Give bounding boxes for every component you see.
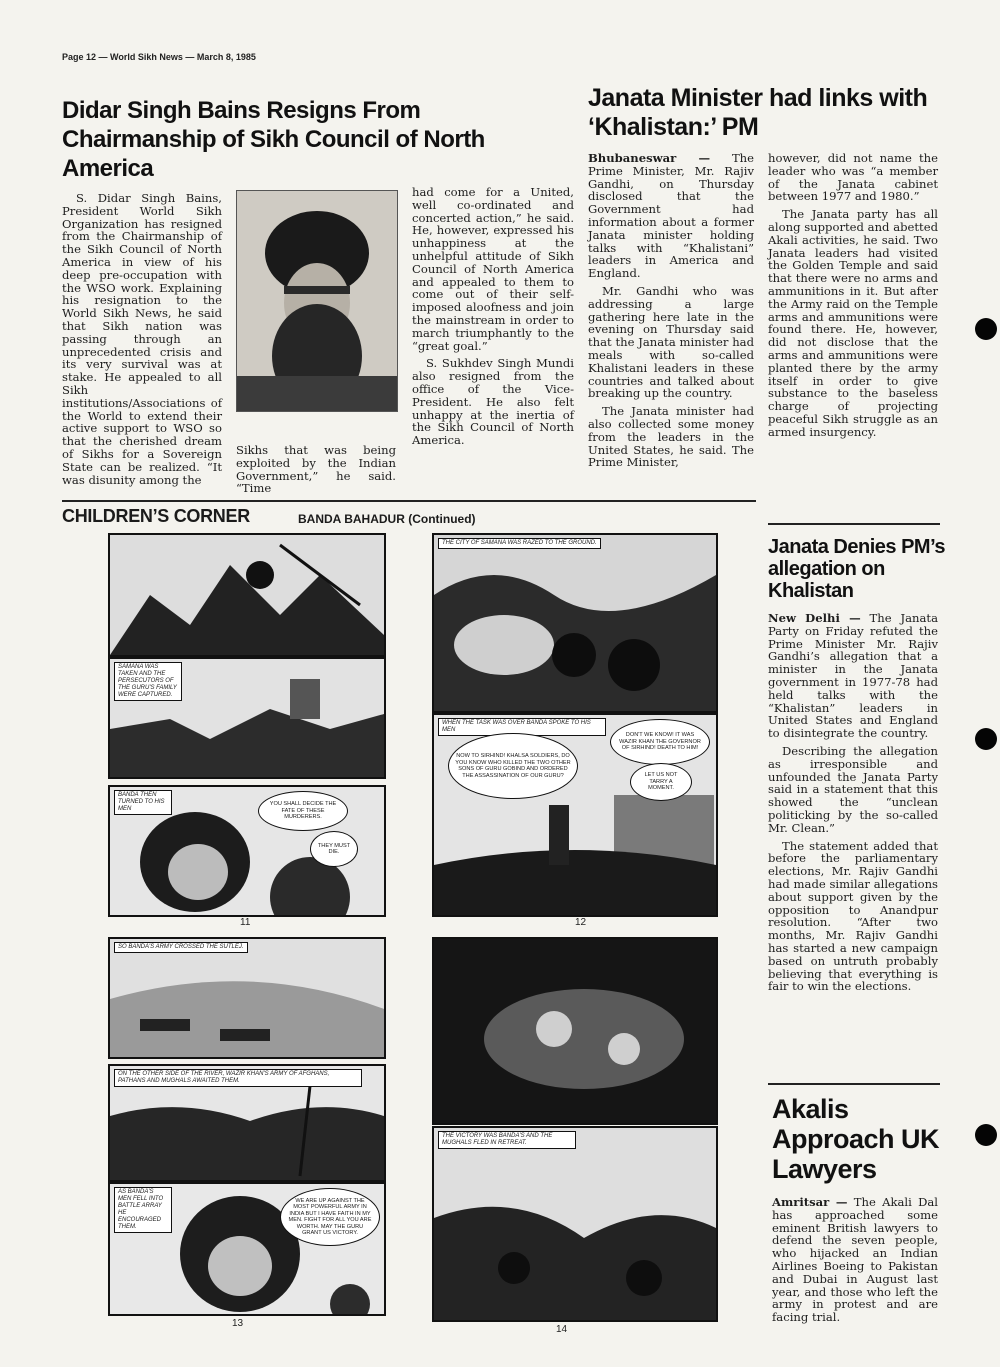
akalis-p1-text: The Akali Dal has approached some eminent British lawyers to defend the seven people, who hijacked an Indian Airlines Boeing to Pakistan and Dubai in August last year, and those who left the army in protest and are facing trial. <box>772 1195 938 1325</box>
main-story-col3-p2: S. Sukhdev Singh Mundi also resigned from the office of the Vice-President. He also felt unhappy at the inertia of the Sikh Council of North America. <box>412 356 574 448</box>
denies-rule <box>768 523 940 525</box>
panel-number-11: 11 <box>240 917 251 928</box>
speech-bubble-13c: WE ARE UP AGAINST THE MOST POWERFUL ARMY IN INDIA BUT I HAVE FAITH IN MY MEN. FIGHT FOR ALL YOU ARE WORTH. MAY THE GURU GRANT US VICTORY. <box>280 1188 380 1246</box>
denies-dateline: New Delhi — <box>768 611 861 625</box>
comic-panel-13c <box>108 1182 386 1316</box>
janata-col2-p1: however, did not name the leader who was “a member of the Janata cabinet between 1977 and 1980.” <box>768 151 938 204</box>
speech-bubble-12b-1: NOW TO SIRHIND! KHALSA SOLDIERS, DO YOU KNOW WHO KILLED THE TWO OTHER SONS OF GURU GOBIND AND ORDERED THE ASSASSINATION OF OUR GURU? <box>448 733 578 799</box>
comic-panel-12b <box>432 713 718 917</box>
janata-col1-p3: The Janata minister had also collected some money from the leaders in the United States, he said. The Prime Minister, <box>588 404 754 470</box>
comic-art-11a <box>110 535 384 655</box>
akalis-p1 <box>772 1196 938 1324</box>
janata-headline: Janata Minister had links with ‘Khalistan:’ PM <box>588 84 928 141</box>
main-story-col1-text: S. Didar Singh Bains, President World Sikh Organization has resigned from the Chairmanship of the Sikh Council of North America in view of his deep pre-occupation with the WSO work. Explaining his resignation to the World Sikh News, he said that Sikh nation was passing through an unprecedented crisis and its very survival was at stake. He appealed to all Sikh institutions/Associations of the World to extend their active support to WSO so that the cherished dream of Sikhs for a Sovereign State can be realized. “It was disunity among the <box>62 191 222 487</box>
denies-p1 <box>768 612 938 740</box>
janata-col1-p1 <box>588 152 754 280</box>
comic-art-13a <box>110 939 384 1057</box>
akalis-headline: Akalis Approach UK Lawyers <box>772 1094 940 1184</box>
childrens-corner-title: CHILDREN’S CORNER <box>62 506 250 526</box>
speech-bubble-12b-3: LET US NOT TARRY A MOMENT. <box>630 763 692 801</box>
main-headline: Didar Singh Bains Resigns From Chairmanship of Sikh Council of North America <box>62 97 485 182</box>
janata-col1-p1-text: The Prime Minister, Mr. Rajiv Gandhi, on Thursday disclosed that the Government had information about a former Janata minister holding talks with “Khalistani” leaders in America and England. <box>588 151 754 281</box>
akalis-rule <box>768 1083 940 1085</box>
portrait-image <box>237 191 397 411</box>
denies-body <box>768 612 938 998</box>
janata-dateline: Bhubaneswar — <box>588 151 711 165</box>
childrens-corner-subtitle: BANDA BAHADUR (Continued) <box>298 512 476 526</box>
comic-art-14b <box>434 1128 716 1320</box>
comic-panel-12a <box>432 533 718 713</box>
janata-col2-p2: The Janata party has all along supported and abetted Akali activities, he said. Two Janata leaders had visited the Golden Temple and said that there were no arms and ammunitions in it. But after the Army raid on the Temple arms and ammunitions were found there. He, however, did not disclose that the arms and ammunitions were planted there by the army itself in order to give substance to the baseless charge of projecting peaceful Sikh struggle as an armed insurgency. <box>768 207 938 439</box>
comic-panel-11b <box>108 657 386 779</box>
comic-panel-11a <box>108 533 386 657</box>
caption-12a: THE CITY OF SAMANA WAS RAZED TO THE GROUND. <box>438 538 601 549</box>
comic-art-12a <box>434 535 716 711</box>
comic-panel-14a <box>432 937 718 1125</box>
caption-14b: THE VICTORY WAS BANDA'S AND THE MUGHALS FLED IN RETREAT. <box>438 1131 576 1149</box>
main-story-col2-text: Sikhs that was being exploited by the Indian Government,” he said. “Time <box>236 443 396 496</box>
caption-11c: BANDA THEN TURNED TO HIS MEN <box>114 790 172 815</box>
caption-13b: ON THE OTHER SIDE OF THE RIVER, WAZIR KHAN'S ARMY OF AFGHANS, PATHANS AND MUGHALS AWAITED THEM. <box>114 1069 362 1087</box>
denies-p1-text: The Janata Party on Friday refuted the Prime Minister Mr. Rajiv Gandhi’s allegation that a minister in the Janata government in 1977-78 had held talks with the “Khalistan” leaders in United States and England to disintegrate the country. <box>768 611 938 741</box>
janata-col1-p2: Mr. Gandhi who was addressing a large gathering here late in the evening on Thursday said that the Janata minister had meals with so-called Khalistani leaders in these countries and talked about breaking up the country. <box>588 283 754 401</box>
denies-p2: Describing the allegation as irresponsible and unfounded the Janata Party said in a statement that this showed the “unclean politicking by the so-called Mr. Clean.” <box>768 743 938 835</box>
childrens-corner-rule <box>62 500 756 502</box>
panel-number-13: 13 <box>232 1318 244 1329</box>
comic-panel-11c <box>108 785 386 917</box>
comic-panel-13b <box>108 1064 386 1182</box>
denies-headline: Janata Denies PM’s allegation on Khalistan <box>768 536 946 602</box>
denies-p3: The statement added that before the parliamentary elections, Mr. Rajiv Gandhi had made similar allegations about support given by the opposition to Anandpur resolution. “After two months, Mr. Rajiv Gandhi has started a new campaign based on untruth probably believing that everything is fair to win the elections. <box>768 838 938 994</box>
comic-art-14a <box>434 939 716 1123</box>
comic-panel-14b <box>432 1126 718 1322</box>
akalis-dateline: Amritsar — <box>772 1195 848 1209</box>
punch-hole-bottom <box>975 1124 997 1146</box>
main-story-col1 <box>62 192 222 491</box>
punch-hole-top <box>975 318 997 340</box>
caption-12b: WHEN THE TASK WAS OVER BANDA SPOKE TO HIS MEN <box>438 718 606 736</box>
speech-bubble-11c-2: THEY MUST DIE. <box>310 831 358 867</box>
caption-13a: SO BANDA'S ARMY CROSSED THE SUTLEJ. <box>114 942 248 953</box>
main-story-col3-p1: had come for a United, well co-ordinated and concerted action,” he said. He, however, expressed his unhappiness at the unhelpful attitude of Sikh Council of North America and appealed to them to come out of their self-imposed aloofness and join the mainstream in order to march triumphantly to the “great goal.” <box>412 185 574 353</box>
page-folio: Page 12 — World Sikh News — March 8, 1985 <box>62 52 256 62</box>
speech-bubble-12b-2: DON'T WE KNOW! IT WAS WAZIR KHAN THE GOVERNOR OF SIRHIND! DEATH TO HIM! <box>610 719 710 765</box>
akalis-body <box>772 1196 938 1329</box>
main-story-col2 <box>236 444 396 500</box>
caption-13c: AS BANDA'S MEN FELL INTO BATTLE ARRAY HE ENCOURAGED THEM. <box>114 1187 172 1233</box>
janata-col2 <box>768 152 938 444</box>
portrait-photo <box>236 190 398 412</box>
panel-number-12: 12 <box>575 917 587 928</box>
punch-hole-middle <box>975 728 997 750</box>
speech-bubble-11c-1: YOU SHALL DECIDE THE FATE OF THESE MURDERERS. <box>258 791 348 831</box>
panel-number-14: 14 <box>556 1324 568 1335</box>
janata-col1 <box>588 152 754 474</box>
main-story-col3 <box>412 186 574 452</box>
caption-11b: SAMANA WAS TAKEN AND THE PERSECUTORS OF THE GURU'S FAMILY WERE CAPTURED. <box>114 662 182 701</box>
comic-panel-13a <box>108 937 386 1059</box>
